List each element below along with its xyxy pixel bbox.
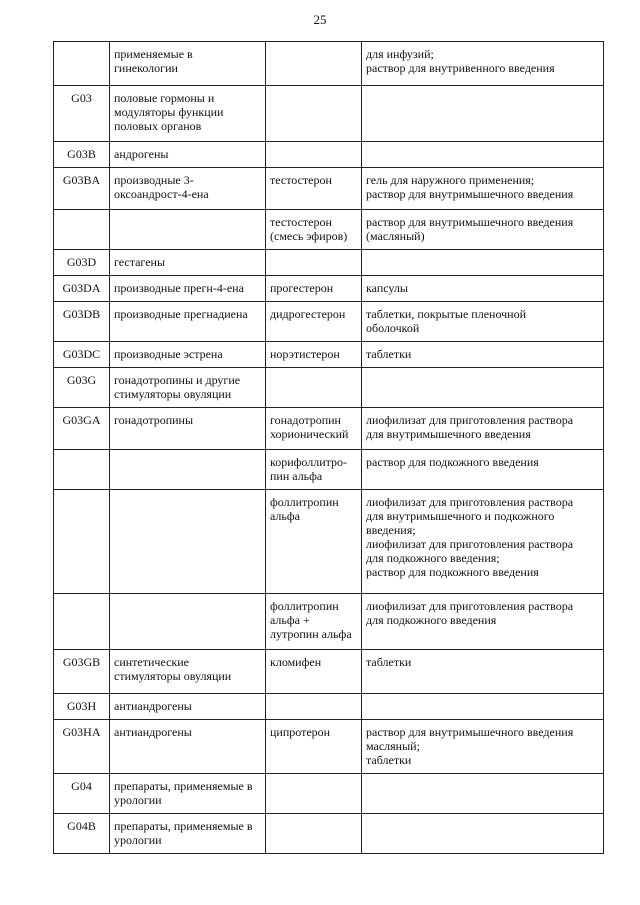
dosage-form-cell [362, 814, 604, 854]
drug-table [53, 41, 604, 854]
atc-code-cell: G03G [54, 368, 110, 408]
cell-text-line: тестостерон [270, 173, 332, 187]
table-row [54, 774, 604, 814]
cell-text-line: урологии [114, 793, 162, 807]
cell-text-line: гонадотропин [270, 413, 341, 427]
group-name-cell [110, 814, 266, 854]
cell-text-line: альфа [270, 509, 300, 523]
atc-code-cell: G03H [54, 694, 110, 720]
table-row [54, 650, 604, 694]
drug-name-cell [266, 210, 362, 250]
cell-text-line: урологии [114, 833, 162, 847]
table-row [54, 594, 604, 650]
drug-name-cell [266, 694, 362, 720]
dosage-form-cell [362, 408, 604, 450]
atc-code-cell: G03 [54, 86, 110, 142]
cell-text-line: раствор для внутримышечного введения [366, 187, 574, 201]
cell-text-line: производные прегн-4-ена [114, 281, 244, 295]
dosage-form-cell [362, 168, 604, 210]
group-name-cell [110, 210, 266, 250]
cell-text-line: для внутримышечного введения [366, 427, 531, 441]
atc-code-cell [54, 210, 110, 250]
drug-name-cell [266, 342, 362, 368]
drug-name-cell [266, 408, 362, 450]
cell-text-line: препараты, применяемые в [114, 779, 253, 793]
cell-text-line: раствор для внутривенного введения [366, 61, 555, 75]
cell-text-line: (масляный) [366, 229, 425, 243]
drug-name-cell [266, 650, 362, 694]
dosage-form-cell [362, 594, 604, 650]
cell-text-line: корифоллитро- [270, 455, 348, 469]
table-row [54, 302, 604, 342]
dosage-form-cell [362, 650, 604, 694]
cell-text-line: раствор для внутримышечного введения [366, 725, 574, 739]
cell-text-line: масляный; [366, 739, 420, 753]
cell-text-line: половых органов [114, 119, 202, 133]
cell-text-line: антиандрогены [114, 699, 192, 713]
cell-text-line: лиофилизат для приготовления раствора [366, 599, 574, 613]
atc-code-cell: G03DC [54, 342, 110, 368]
cell-text-line: фоллитропин [270, 495, 339, 509]
table-row [54, 490, 604, 594]
drug-name-cell [266, 42, 362, 86]
dosage-form-cell [362, 368, 604, 408]
table-row [54, 408, 604, 450]
drug-name-cell [266, 276, 362, 302]
group-name-cell [110, 276, 266, 302]
group-name-cell [110, 142, 266, 168]
cell-text-line: для инфузий; [366, 47, 434, 61]
cell-text-line: гонадотропины [114, 413, 194, 427]
dosage-form-cell [362, 720, 604, 774]
cell-text-line: прогестерон [270, 281, 334, 295]
atc-code-cell: G03GB [54, 650, 110, 694]
cell-text-line: введения; [366, 523, 416, 537]
cell-text-line: модуляторы функции [114, 105, 224, 119]
atc-code-cell: G03D [54, 250, 110, 276]
table-row [54, 694, 604, 720]
group-name-cell [110, 342, 266, 368]
drug-name-cell [266, 490, 362, 594]
group-name-cell [110, 408, 266, 450]
cell-text-line: (смесь эфиров) [270, 229, 348, 243]
cell-text-line: таблетки, покрытые пленочной [366, 307, 527, 321]
atc-code-cell: G04B [54, 814, 110, 854]
group-name-cell [110, 302, 266, 342]
cell-text-line: гестагены [114, 255, 166, 269]
cell-text-line: препараты, применяемые в [114, 819, 253, 833]
group-name-cell [110, 168, 266, 210]
atc-code-cell: G04 [54, 774, 110, 814]
drug-name-cell [266, 86, 362, 142]
cell-text-line: антиандрогены [114, 725, 192, 739]
cell-text-line: для подкожного введения [366, 613, 497, 627]
cell-text-line: половые гормоны и [114, 91, 215, 105]
table-body [54, 42, 604, 854]
table-row [54, 720, 604, 774]
group-name-cell [110, 42, 266, 86]
table-row [54, 142, 604, 168]
table-row [54, 250, 604, 276]
atc-code-cell [54, 490, 110, 594]
cell-text-line: производные прегнадиена [114, 307, 248, 321]
table-row [54, 368, 604, 408]
atc-code-cell: G03HA [54, 720, 110, 774]
cell-text-line: оболочкой [366, 321, 420, 335]
cell-text-line: норэтистерон [270, 347, 340, 361]
cell-text-line: раствор для подкожного введения [366, 455, 539, 469]
cell-text-line: применяемые в [114, 47, 193, 61]
atc-code-cell: G03BA [54, 168, 110, 210]
group-name-cell [110, 86, 266, 142]
cell-text-line: альфа + [270, 613, 310, 627]
drug-name-cell [266, 142, 362, 168]
dosage-form-cell [362, 142, 604, 168]
atc-code-cell [54, 594, 110, 650]
atc-code-cell: G03GA [54, 408, 110, 450]
group-name-cell [110, 368, 266, 408]
group-name-cell [110, 450, 266, 490]
atc-code-cell [54, 450, 110, 490]
atc-code-cell: G03B [54, 142, 110, 168]
table-row [54, 814, 604, 854]
atc-code-cell: G03DB [54, 302, 110, 342]
group-name-cell [110, 490, 266, 594]
cell-text-line: гинекологии [114, 61, 178, 75]
group-name-cell [110, 694, 266, 720]
group-name-cell [110, 720, 266, 774]
drug-name-cell [266, 720, 362, 774]
dosage-form-cell [362, 210, 604, 250]
cell-text-line: лутропин альфа [270, 627, 352, 641]
dosage-form-cell [362, 276, 604, 302]
cell-text-line: ципротерон [270, 725, 331, 739]
table-row [54, 276, 604, 302]
cell-text-line: раствор для внутримышечного введения [366, 215, 574, 229]
cell-text-line: тестостерон [270, 215, 332, 229]
cell-text-line: гонадотропины и другие [114, 373, 241, 387]
table-row [54, 342, 604, 368]
table-row [54, 42, 604, 86]
cell-text-line: для внутримышечного и подкожного [366, 509, 555, 523]
cell-text-line: дидрогестерон [270, 307, 346, 321]
dosage-form-cell [362, 774, 604, 814]
cell-text-line: раствор для подкожного введения [366, 565, 539, 579]
dosage-form-cell [362, 450, 604, 490]
group-name-cell [110, 774, 266, 814]
cell-text-line: кломифен [270, 655, 322, 669]
table-row [54, 210, 604, 250]
drug-name-cell [266, 302, 362, 342]
drug-name-cell [266, 250, 362, 276]
dosage-form-cell [362, 342, 604, 368]
cell-text-line: таблетки [366, 347, 412, 361]
cell-text-line: пин альфа [270, 469, 323, 483]
drug-name-cell [266, 168, 362, 210]
cell-text-line: стимуляторы овуляции [114, 387, 232, 401]
drug-name-cell [266, 450, 362, 490]
group-name-cell [110, 594, 266, 650]
cell-text-line: оксоандрост-4-ена [114, 187, 209, 201]
cell-text-line: производные эстрена [114, 347, 223, 361]
table-row [54, 168, 604, 210]
drug-name-cell [266, 774, 362, 814]
cell-text-line: синтетические [114, 655, 189, 669]
cell-text-line: фоллитропин [270, 599, 339, 613]
dosage-form-cell [362, 86, 604, 142]
cell-text-line: лиофилизат для приготовления раствора [366, 413, 574, 427]
atc-code-cell: G03DA [54, 276, 110, 302]
drug-name-cell [266, 814, 362, 854]
cell-text-line: производные 3- [114, 173, 194, 187]
dosage-form-cell [362, 42, 604, 86]
atc-code-cell [54, 42, 110, 86]
drug-name-cell [266, 368, 362, 408]
cell-text-line: гель для наружного применения; [366, 173, 535, 187]
cell-text-line: стимуляторы овуляции [114, 669, 232, 683]
group-name-cell [110, 650, 266, 694]
dosage-form-cell [362, 490, 604, 594]
dosage-form-cell [362, 302, 604, 342]
cell-text-line: хорионический [270, 427, 349, 441]
table-row [54, 450, 604, 490]
cell-text-line: лиофилизат для приготовления раствора [366, 537, 574, 551]
dosage-form-cell [362, 694, 604, 720]
group-name-cell [110, 250, 266, 276]
cell-text-line: андрогены [114, 147, 169, 161]
cell-text-line: таблетки [366, 753, 412, 767]
dosage-form-cell [362, 250, 604, 276]
cell-text-line: лиофилизат для приготовления раствора [366, 495, 574, 509]
drug-name-cell [266, 594, 362, 650]
cell-text-line: таблетки [366, 655, 412, 669]
page-number: 25 [313, 12, 327, 27]
cell-text-line: капсулы [366, 281, 408, 295]
table-row [54, 86, 604, 142]
cell-text-line: для подкожного введения; [366, 551, 500, 565]
